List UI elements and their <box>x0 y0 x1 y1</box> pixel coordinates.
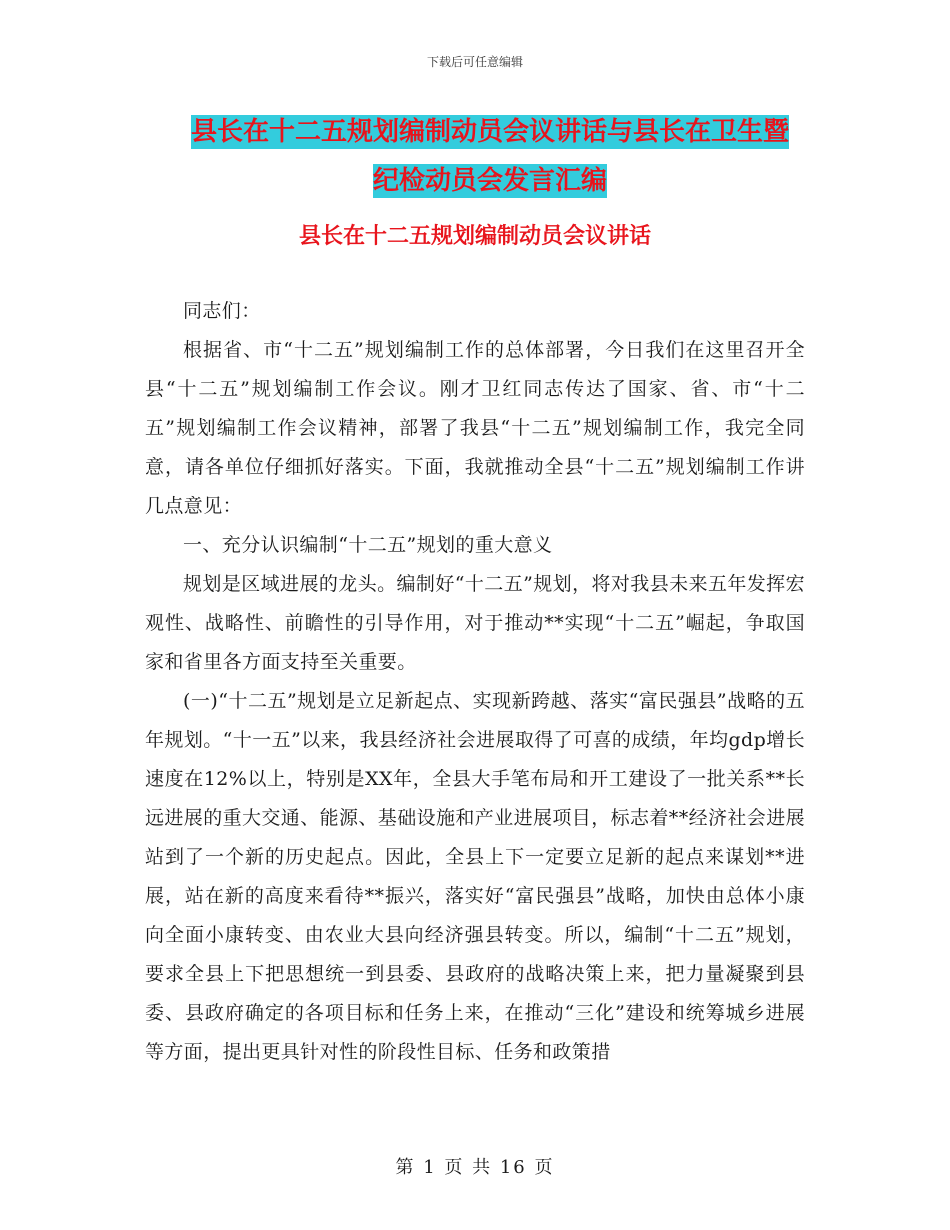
paragraph: 根据省、市“十二五”规划编制工作的总体部署，今日我们在这里召开全县“十二五”规划编制工作会议。刚才卫红同志传达了国家、省、市“十二五”规划编制工作会议精神，部署了我县“十二五”规划编制工作，我完全同意，请各单位仔细抓好落实。下面，我就推动全县“十二五”规划编制工作讲几点意见： <box>145 339 805 517</box>
document-title <box>140 108 840 206</box>
paragraph-heading: 一、充分认识编制“十二五”规划的重大意义 <box>183 534 553 556</box>
document-title-line-1: 县长在十二五规划编制动员会议讲话与县长在卫生暨 <box>190 117 789 147</box>
paragraph: 规划是区域进展的龙头。编制好“十二五”规划，将对我县未来五年发挥宏观性、战略性、前瞻性的引导作用，对于推动**实现“十二五”崛起，争取国家和省里各方面支持至关重要。 <box>145 573 805 673</box>
document-body <box>145 292 805 1072</box>
page-header-note: 下载后可任意编辑 <box>426 55 523 69</box>
paragraph-salutation: 同志们： <box>183 300 261 322</box>
paragraph: (一)“十二五”规划是立足新起点、实现新跨越、落实“富民强县”战略的五年规划。“十一五”以来，我县经济社会进展取得了可喜的成绩，年均gdp增长速度在12%以上，特别是XX年，全县大手笔布局和开工建设了一批关系**长远进展的重大交通、能源、基础设施和产业进展项目，标志着**经济社会进展站到了一个新的历史起点。因此，全县上下一定要立足新的起点来谋划**进展，站在新的高度来看待**振兴，落实好“富民强县”战略，加快由总体小康向全面小康转变、由农业大县向经济强县转变。所以，编制“十二五”规划，要求全县上下把思想统一到县委、县政府的战略决策上来，把力量凝聚到县委、县政府确定的各项目标和任务上来，在推动“三化”建设和统筹城乡进展等方面，提出更具针对性的阶段性目标、任务和政策措 <box>145 690 806 1063</box>
section-title: 县长在十二五规划编制动员会议讲话 <box>298 224 651 249</box>
page-number-footer: 第 1 页 共 16 页 <box>395 1157 555 1178</box>
document-title-line-2: 纪检动员会发言汇编 <box>372 166 607 196</box>
